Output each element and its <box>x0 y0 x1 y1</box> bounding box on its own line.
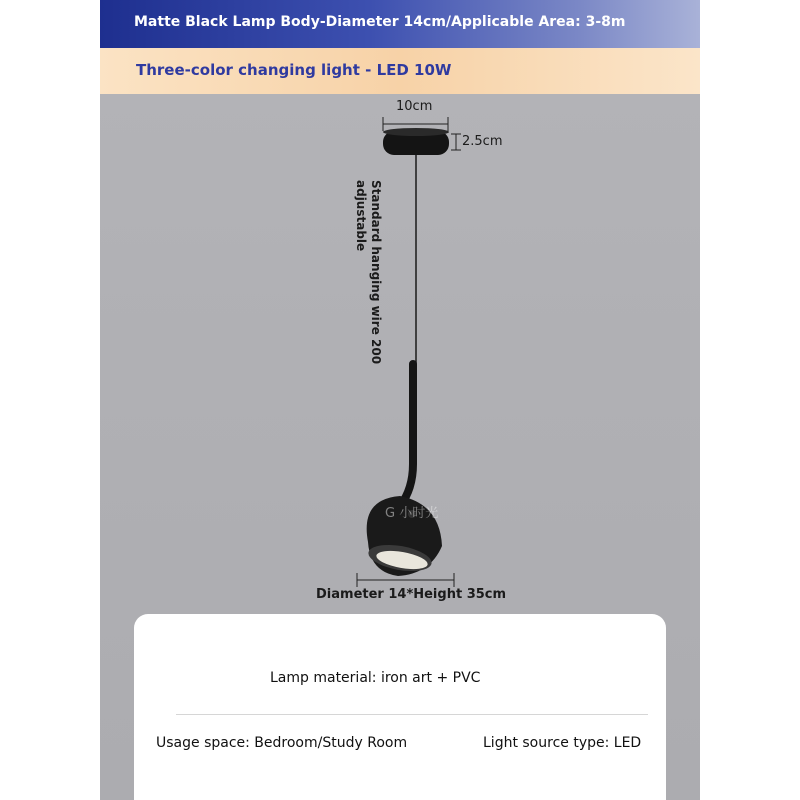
canopy-height-marker <box>451 134 461 150</box>
divider <box>176 714 648 715</box>
wire-length-line1: Standard hanging wire 200 <box>369 180 383 365</box>
usage-spec: Usage space: Bedroom/Study Room <box>156 735 408 751</box>
subtitle-banner <box>100 48 700 94</box>
shade-size-label: Diameter 14*Height 35cm <box>316 587 507 602</box>
product-title: Matte Black Lamp Body-Diameter 14cm/Applicable Area: 3-8m <box>134 14 626 30</box>
product-subtitle: Three-color changing light - LED 10W <box>136 61 452 79</box>
spec-card <box>134 614 666 800</box>
title-banner <box>100 0 700 48</box>
material-spec: Lamp material: iron art + PVC <box>270 670 481 686</box>
light-source-spec: Light source type: LED <box>483 735 642 751</box>
canopy <box>383 128 449 155</box>
lamp-illustration <box>100 94 700 614</box>
wire-length-label <box>353 180 383 370</box>
brand-watermark: G 小时光 <box>385 506 439 521</box>
wire-length-line2: adjustable <box>354 180 368 252</box>
canopy-height-label: 2.5cm <box>462 134 503 149</box>
canopy-width-label: 10cm <box>396 99 433 114</box>
product-image <box>100 0 700 800</box>
